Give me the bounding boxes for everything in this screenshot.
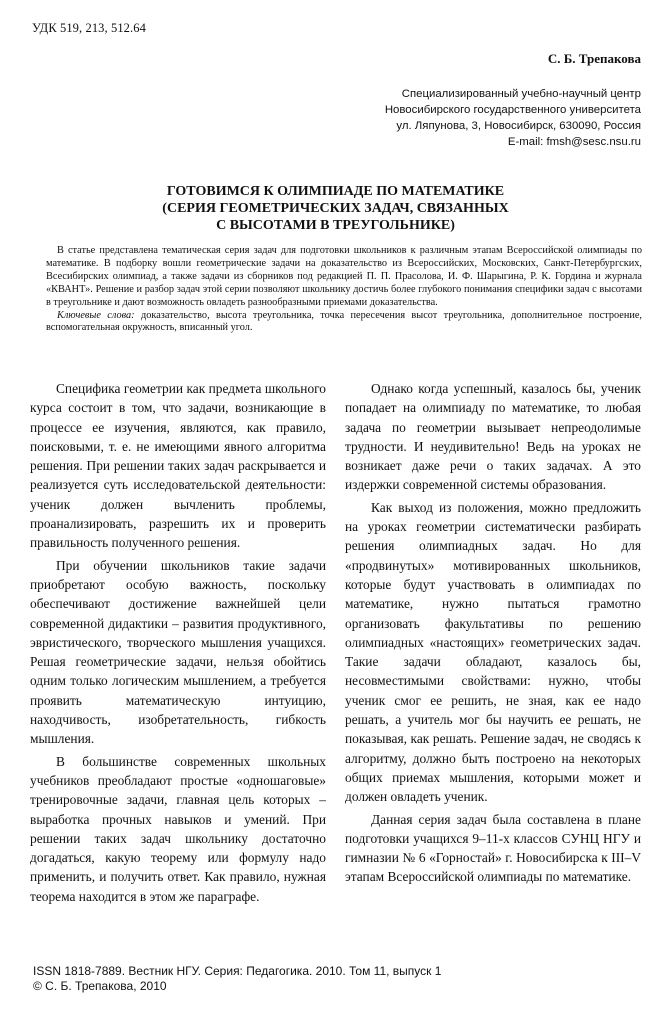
paragraph: Специфика геометрии как предмета школьного курса состоит в том, что задачи, возникающие в процессе ее изучения, являются, как правило, поисковыми, т. е. не имеющими явного алгоритма решения. При решении таких задач раскрывается и реализуется суть исследовательской деятельности: ученик должен вычленить проблемы, проанализировать, разрешить их и проверить правильность полученного решения. [30, 381, 326, 551]
udk-code: УДК 519, 213, 512.64 [32, 21, 146, 35]
affiliation-line: Специализированный учебно-научный центр [401, 88, 641, 100]
abstract [46, 245, 642, 335]
affiliation-line: Новосибирского государственного университета [384, 104, 641, 116]
affiliation-email: E-mail: fmsh@sesc.nsu.ru [507, 136, 641, 148]
journal-citation: ISSN 1818-7889. Вестник НГУ. Серия: Педагогика. 2010. Том 11, выпуск 1 [33, 964, 442, 978]
paragraph: Однако когда успешный, казалось бы, ученик попадает на олимпиаду по математике, то любая задача по геометрии вызывает непреодолимые трудности. И неудивительно! Ведь на уроках не возникает даже речи о таких задачах. А это издержки современной системы образования. [345, 381, 641, 493]
paragraph: В большинстве современных школьных учебников преобладают простые «одношаговые» тренировочные задачи, главная цель которых – выработка прочных навыков и умений. При решении таких задач школьнику достаточно догадаться, какую теорему или формулу надо применить, и получить ответ. Как правило, нужная теорема находится в этом же параграфе. [30, 753, 326, 904]
body-column-right [345, 379, 641, 890]
paragraph: При обучении школьников такие задачи приобретают особую важность, поскольку обеспечивают достижение важнейшей цели современной дидактики – развития продуктивного, эвристического, творческого мышления учащихся. Решая геометрические задачи, нельзя обойтись одним только логическим мышлением, а требуется проявить математическую интуицию, находчивость, изобретательность, гибкость мышления. [30, 557, 326, 747]
page-footer [33, 964, 441, 994]
body-column-left [30, 379, 326, 909]
paragraph: Как выход из положения, можно предложить на уроках геометрии систематически разбирать решения олимпиадных задач. Но для «продвинутых» мотивированных школьников, которые будут участвовать в олимпиадах по математике, нужно пытаться грамотно организовать факультативы по решению олимпиадных «настоящих» геометрических задач. Такие задачи обладают, казалось бы, несовместимыми свойствами: нужно, чтобы ученик смог ее решить, не зная, как ее надо решать, а учитель мог бы научить ее решать, не показывая, как решать. Решение задач, не сводясь к алгоритму, должно быть построено на некоторых общих приемах мышления, которыми может и должен овладеть ученик. [345, 499, 641, 805]
title-line: (СЕРИЯ ГЕОМЕТРИЧЕСКИХ ЗАДАЧ, СВЯЗАННЫХ [162, 201, 509, 216]
keywords-text: доказательство, высота треугольника, точка пересечения высот треугольника, дополнительное построение, вспомогательная окружность, вписанный угол. [46, 309, 643, 334]
title-line: С ВЫСОТАМИ В ТРЕУГОЛЬНИКЕ) [216, 218, 455, 233]
article-title [100, 183, 571, 234]
copyright: © С. Б. Трепакова, 2010 [33, 979, 167, 993]
keywords [46, 310, 642, 336]
paragraph: Данная серия задач была составлена в плане подготовки учащихся 9–11-х классов СУНЦ НГУ и гимназии № 6 «Горностай» г. Новосибирска к III–V этапам Всероссийской олимпиады по математике. [345, 811, 641, 885]
author-name: С. Б. Трепакова [547, 51, 641, 66]
title-line: ГОТОВИМСЯ К ОЛИМПИАДЕ ПО МАТЕМАТИКЕ [166, 184, 505, 199]
affiliation-line: ул. Ляпунова, 3, Новосибирск, 630090, Россия [396, 120, 641, 132]
abstract-text: В статье представлена тематическая серия задач для подготовки школьников к различным этапам Всероссийской олимпиады по математике. В подборку вошли геометрические задачи на доказательство из Всероссийских, Московских, Санкт-Петербургских, Всесибирских олимпиад, а также задачи из сборников под редакцией П. П. Прасолова, И. Ф. Шарыгина, Р. К. Гордина и журнала «КВАНТ». Решение и разбор задач этой серии позволяют школьнику достичь более глубокого понимания специфики задач с высотами в треугольнике и дают возможность овладеть разнообразными приемами доказательства. [46, 245, 642, 308]
keywords-label: Ключевые слова: [57, 309, 135, 321]
affiliation-block [341, 86, 641, 150]
